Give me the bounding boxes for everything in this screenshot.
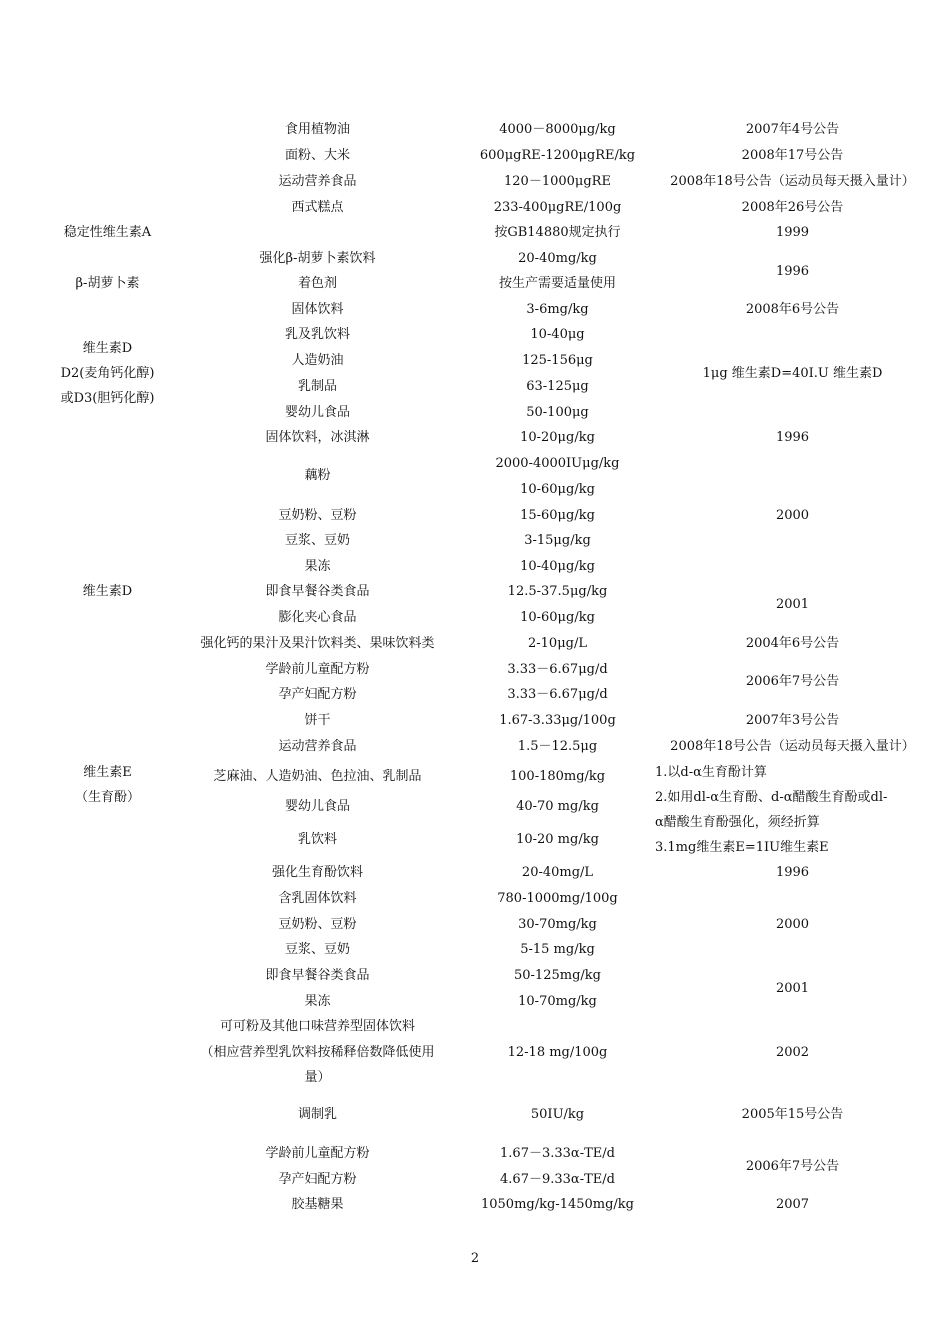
note-cell: 2005年15号公告 xyxy=(741,1107,844,1122)
amount-cell: 4000－8000μg/kg xyxy=(499,122,616,137)
amount-cell: 63-125μg xyxy=(526,379,589,394)
note-cell: 2006年7号公告 xyxy=(745,1159,840,1174)
food-cell: 固体饮料，冰淇淋 xyxy=(265,430,370,445)
food-cell: 果冻 xyxy=(304,994,331,1009)
amount-cell: 5-15 mg/kg xyxy=(520,942,595,957)
food-cell: 强化β-胡萝卜素饮料 xyxy=(259,251,376,266)
note-cell: 1996 xyxy=(775,865,810,880)
note-cell: 2002 xyxy=(775,1045,810,1060)
amount-cell: 50-125mg/kg xyxy=(514,968,601,983)
note-cell: 2008年26号公告 xyxy=(741,200,844,215)
amount-cell: 780-1000mg/100g xyxy=(497,891,618,906)
note-cell: 2000 xyxy=(775,508,810,523)
food-cell: （相应营养型乳饮料按稀释倍数降低使用 xyxy=(200,1045,435,1060)
amount-cell: 10-60μg/kg xyxy=(520,610,595,625)
amount-cell: 1.67-3.33μg/100g xyxy=(499,713,616,728)
nutrient-cell: 维生素E xyxy=(83,765,132,780)
note-cell: 2001 xyxy=(775,981,810,996)
amount-cell: 10-40μg xyxy=(530,327,585,342)
note-cell: α醋酸生育酚强化，须经折算 xyxy=(655,815,820,830)
food-cell: 运动营养食品 xyxy=(278,739,357,754)
food-cell: 强化生育酚饮料 xyxy=(271,865,363,880)
amount-cell: 233-400μgRE/100g xyxy=(493,200,622,215)
note-cell: 1996 xyxy=(775,264,810,279)
food-cell: 乳制品 xyxy=(297,379,337,394)
food-cell: 固体饮料 xyxy=(291,302,344,317)
food-cell: 芝麻油、人造奶油、色拉油、乳制品 xyxy=(213,769,422,784)
food-cell: 即食早餐谷类食品 xyxy=(265,584,370,599)
food-cell: 学龄前儿童配方粉 xyxy=(265,1146,370,1161)
note-cell: 2008年18号公告（运动员每天摄入量计） xyxy=(670,739,915,754)
nutrient-cell: （生育酚） xyxy=(74,790,140,805)
amount-cell: 按GB14880规定执行 xyxy=(494,225,621,240)
amount-cell: 3-6mg/kg xyxy=(526,302,589,317)
amount-cell: 10-20μg/kg xyxy=(520,430,595,445)
amount-cell: 20-40mg/L xyxy=(521,865,594,880)
food-cell: 学龄前儿童配方粉 xyxy=(265,662,370,677)
food-cell: 豆浆、豆奶 xyxy=(284,533,350,548)
note-cell: 2007年3号公告 xyxy=(745,713,840,728)
food-cell: 胶基糖果 xyxy=(291,1197,344,1212)
food-cell: 人造奶油 xyxy=(291,353,344,368)
food-cell: 膨化夹心食品 xyxy=(278,610,357,625)
amount-cell: 12.5-37.5μg/kg xyxy=(507,584,608,599)
nutrient-cell: β-胡萝卜素 xyxy=(75,276,140,291)
amount-cell: 100-180mg/kg xyxy=(509,769,606,784)
amount-cell: 125-156μg xyxy=(522,353,593,368)
amount-cell: 20-40mg/kg xyxy=(518,251,597,266)
food-cell: 含乳固体饮料 xyxy=(278,891,357,906)
note-cell: 1996 xyxy=(775,430,810,445)
food-cell: 孕产妇配方粉 xyxy=(278,687,357,702)
note-cell: 2000 xyxy=(775,917,810,932)
amount-cell: 2000-4000IUμg/kg xyxy=(495,456,620,471)
note-cell: 2006年7号公告 xyxy=(745,674,840,689)
note-cell: 1.以d-α生育酚计算 xyxy=(655,765,767,780)
amount-cell: 4.67－9.33α-TE/d xyxy=(500,1172,615,1187)
note-cell: 2008年6号公告 xyxy=(745,302,840,317)
note-cell: 2004年6号公告 xyxy=(745,636,840,651)
food-cell: 豆奶粉、豆粉 xyxy=(278,917,357,932)
food-cell: 西式糕点 xyxy=(291,200,344,215)
note-cell: 2007 xyxy=(775,1197,810,1212)
note-cell: 1999 xyxy=(775,225,810,240)
food-cell: 孕产妇配方粉 xyxy=(278,1172,357,1187)
amount-cell: 50IU/kg xyxy=(530,1107,585,1122)
amount-cell: 10-70mg/kg xyxy=(518,994,597,1009)
amount-cell: 15-60μg/kg xyxy=(520,508,595,523)
amount-cell: 12-18 mg/100g xyxy=(507,1045,608,1060)
amount-cell: 3.33－6.67μg/d xyxy=(507,687,608,702)
amount-cell: 10-40μg/kg xyxy=(520,559,595,574)
food-cell: 食用植物油 xyxy=(284,122,350,137)
food-cell: 豆奶粉、豆粉 xyxy=(278,508,357,523)
amount-cell: 3-15μg/kg xyxy=(524,533,591,548)
food-cell: 乳饮料 xyxy=(297,832,337,847)
amount-cell: 1050mg/kg-1450mg/kg xyxy=(480,1197,635,1212)
amount-cell: 3.33－6.67μg/d xyxy=(507,662,608,677)
food-cell: 运动营养食品 xyxy=(278,174,357,189)
note-cell: 2008年17号公告 xyxy=(741,148,844,163)
note-cell: 1μg 维生素D=40I.U 维生素D xyxy=(702,366,883,381)
nutrient-cell: 维生素D xyxy=(82,341,133,356)
food-cell: 乳及乳饮料 xyxy=(284,327,350,342)
food-cell: 婴幼儿食品 xyxy=(284,405,350,420)
amount-cell: 40-70 mg/kg xyxy=(516,799,599,814)
food-cell: 藕粉 xyxy=(304,468,331,483)
nutrient-cell: 维生素D xyxy=(82,584,133,599)
amount-cell: 10-20 mg/kg xyxy=(516,832,599,847)
food-cell: 可可粉及其他口味营养型固体饮料 xyxy=(219,1019,415,1034)
food-cell: 即食早餐谷类食品 xyxy=(265,968,370,983)
food-cell: 饼干 xyxy=(304,713,331,728)
note-cell: 2008年18号公告（运动员每天摄入量计） xyxy=(670,174,915,189)
amount-cell: 600μgRE-1200μgRE/kg xyxy=(479,148,636,163)
food-cell: 面粉、大米 xyxy=(284,148,350,163)
amount-cell: 10-60μg/kg xyxy=(520,482,595,497)
food-cell: 果冻 xyxy=(304,559,331,574)
food-cell: 着色剂 xyxy=(297,276,337,291)
nutrient-cell: 稳定性维生素A xyxy=(63,225,152,240)
amount-cell: 1.67－3.33α-TE/d xyxy=(500,1146,615,1161)
amount-cell: 50-100μg xyxy=(526,405,589,420)
page-number: 2 xyxy=(470,1251,480,1266)
nutrient-cell: D2(麦角钙化醇) xyxy=(60,366,155,381)
amount-cell: 120－1000μgRE xyxy=(504,174,611,189)
amount-cell: 按生产需要适量使用 xyxy=(498,276,616,291)
food-cell: 量） xyxy=(304,1070,331,1085)
note-cell: 2007年4号公告 xyxy=(745,122,840,137)
food-cell: 强化钙的果汁及果汁饮料类、果味饮料类 xyxy=(200,636,435,651)
amount-cell: 2-10μg/L xyxy=(528,636,587,651)
food-cell: 豆浆、豆奶 xyxy=(284,942,350,957)
nutrient-cell: 或D3(胆钙化醇) xyxy=(60,391,155,406)
note-cell: 2001 xyxy=(775,597,810,612)
amount-cell: 30-70mg/kg xyxy=(518,917,597,932)
food-cell: 调制乳 xyxy=(297,1107,337,1122)
amount-cell: 1.5－12.5μg xyxy=(517,739,598,754)
note-cell: 3.1mg维生素E=1IU维生素E xyxy=(655,840,829,855)
note-cell: 2.如用dl-α生育酚、d-α醋酸生育酚或dl- xyxy=(655,790,888,805)
food-cell: 婴幼儿食品 xyxy=(284,799,350,814)
